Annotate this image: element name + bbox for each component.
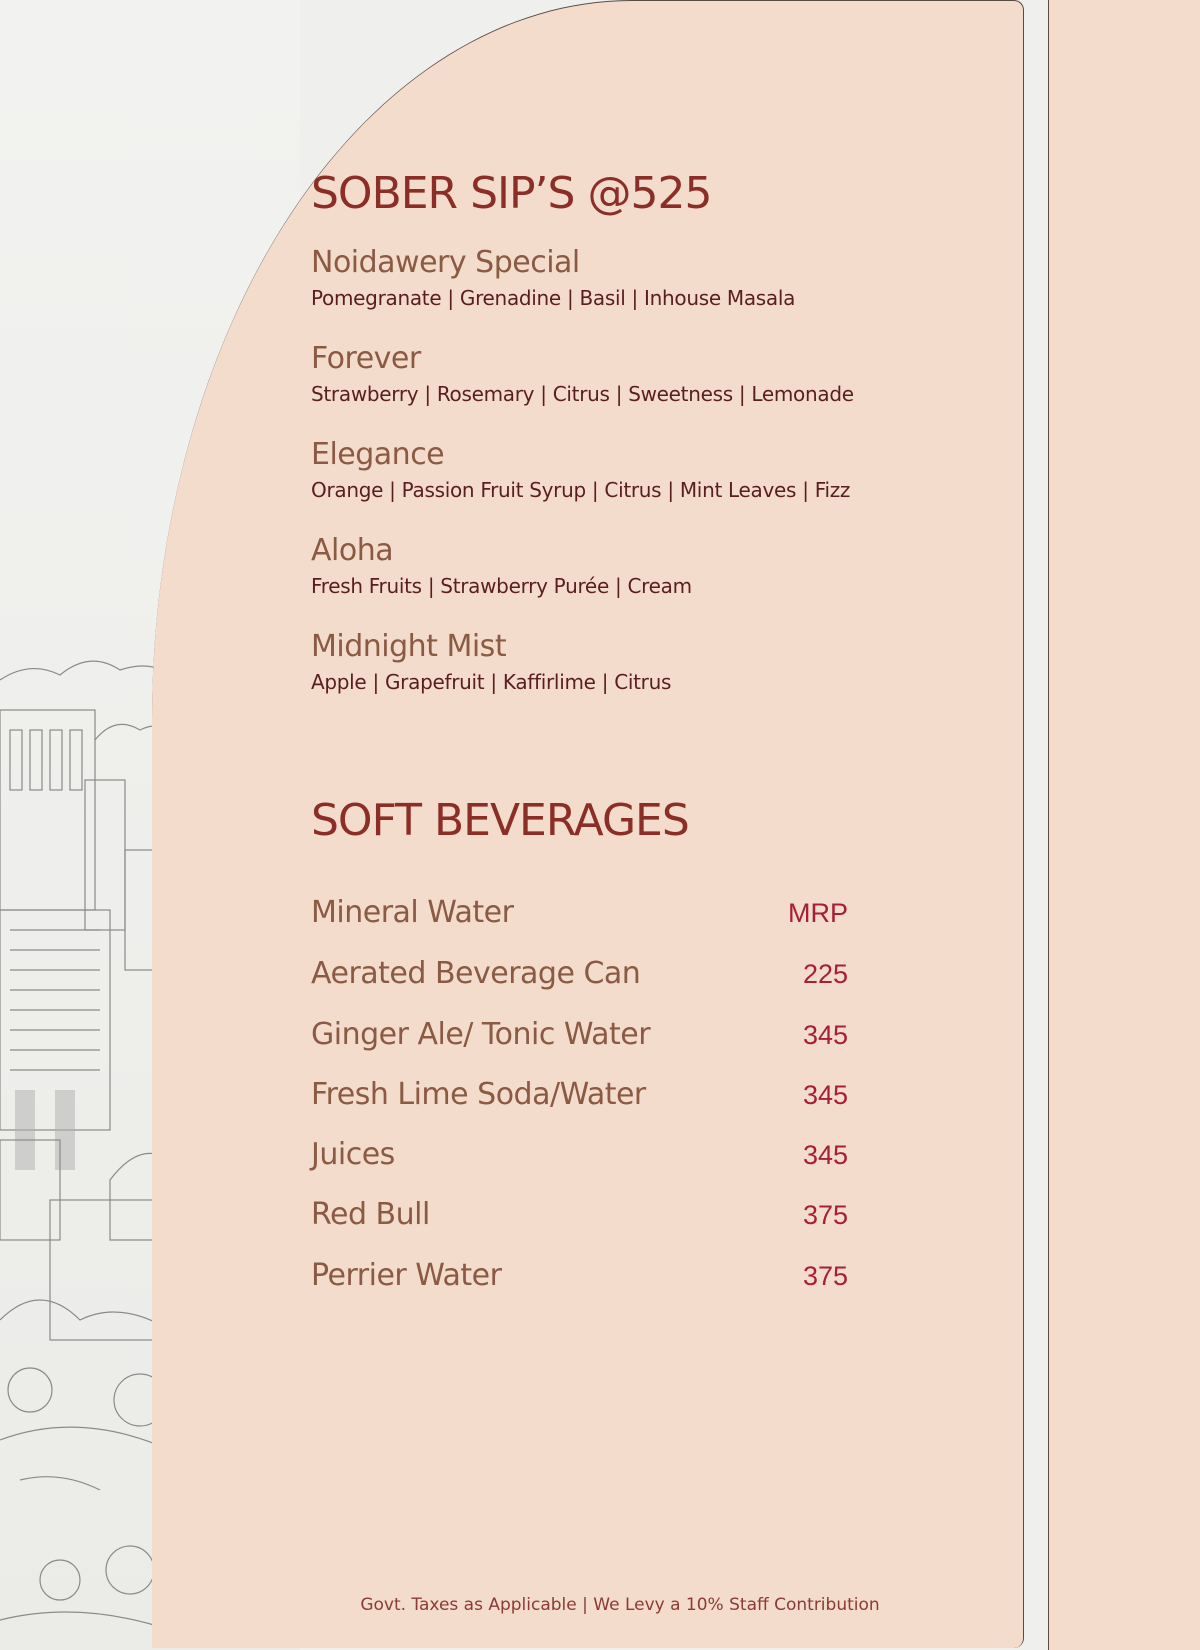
sip-item-ingredients: Strawberry | Rosemary | Citrus | Sweetness | Lemonade (311, 382, 854, 406)
beverage-price: 375 (802, 1200, 848, 1230)
beverage-price: 375 (802, 1261, 848, 1291)
next-page-edge (1048, 0, 1200, 1650)
sip-item (311, 533, 911, 601)
beverage-row (311, 954, 848, 994)
beverage-name: Perrier Water (311, 1258, 502, 1293)
soft-beverages-title: SOFT BEVERAGES (311, 795, 689, 846)
sip-item-name: Forever (311, 341, 421, 376)
sip-item (311, 245, 911, 313)
sip-item (311, 629, 911, 697)
beverage-row (311, 893, 848, 933)
sip-item-name: Noidawery Special (311, 245, 580, 280)
beverage-name: Mineral Water (311, 895, 514, 930)
beverage-price: 345 (802, 1020, 848, 1050)
sip-item (311, 437, 911, 505)
beverage-price: MRP (788, 898, 848, 928)
sip-item-ingredients: Pomegranate | Grenadine | Basil | Inhouse Masala (311, 286, 796, 310)
beverage-row (311, 1195, 848, 1235)
beverage-price: 345 (802, 1080, 848, 1110)
beverage-price: 225 (802, 959, 848, 989)
beverage-name: Ginger Ale/ Tonic Water (311, 1017, 651, 1052)
beverage-row (311, 1015, 848, 1055)
sip-item-name: Midnight Mist (311, 629, 507, 664)
beverage-row (311, 1075, 848, 1115)
city-sketch-illustration (0, 620, 170, 1650)
beverage-row (311, 1135, 848, 1175)
sip-item-ingredients: Fresh Fruits | Strawberry Purée | Cream (311, 574, 692, 598)
sip-item-ingredients: Apple | Grapefruit | Kaffirlime | Citrus (311, 670, 672, 694)
beverage-price: 345 (802, 1140, 848, 1170)
beverage-name: Fresh Lime Soda/Water (311, 1077, 646, 1112)
sip-item (311, 341, 911, 409)
beverage-name: Aerated Beverage Can (311, 956, 641, 991)
sober-sips-title: SOBER SIP’S @525 (311, 168, 712, 219)
beverage-row (311, 1256, 848, 1296)
footer-note: Govt. Taxes as Applicable | We Levy a 10% Staff Contribution (360, 1595, 880, 1615)
beverage-name: Juices (311, 1137, 395, 1172)
sip-item-name: Elegance (311, 437, 445, 472)
beverage-name: Red Bull (311, 1197, 430, 1232)
sip-item-ingredients: Orange | Passion Fruit Syrup | Citrus | Mint Leaves | Fizz (311, 478, 851, 502)
sip-item-name: Aloha (311, 533, 394, 568)
